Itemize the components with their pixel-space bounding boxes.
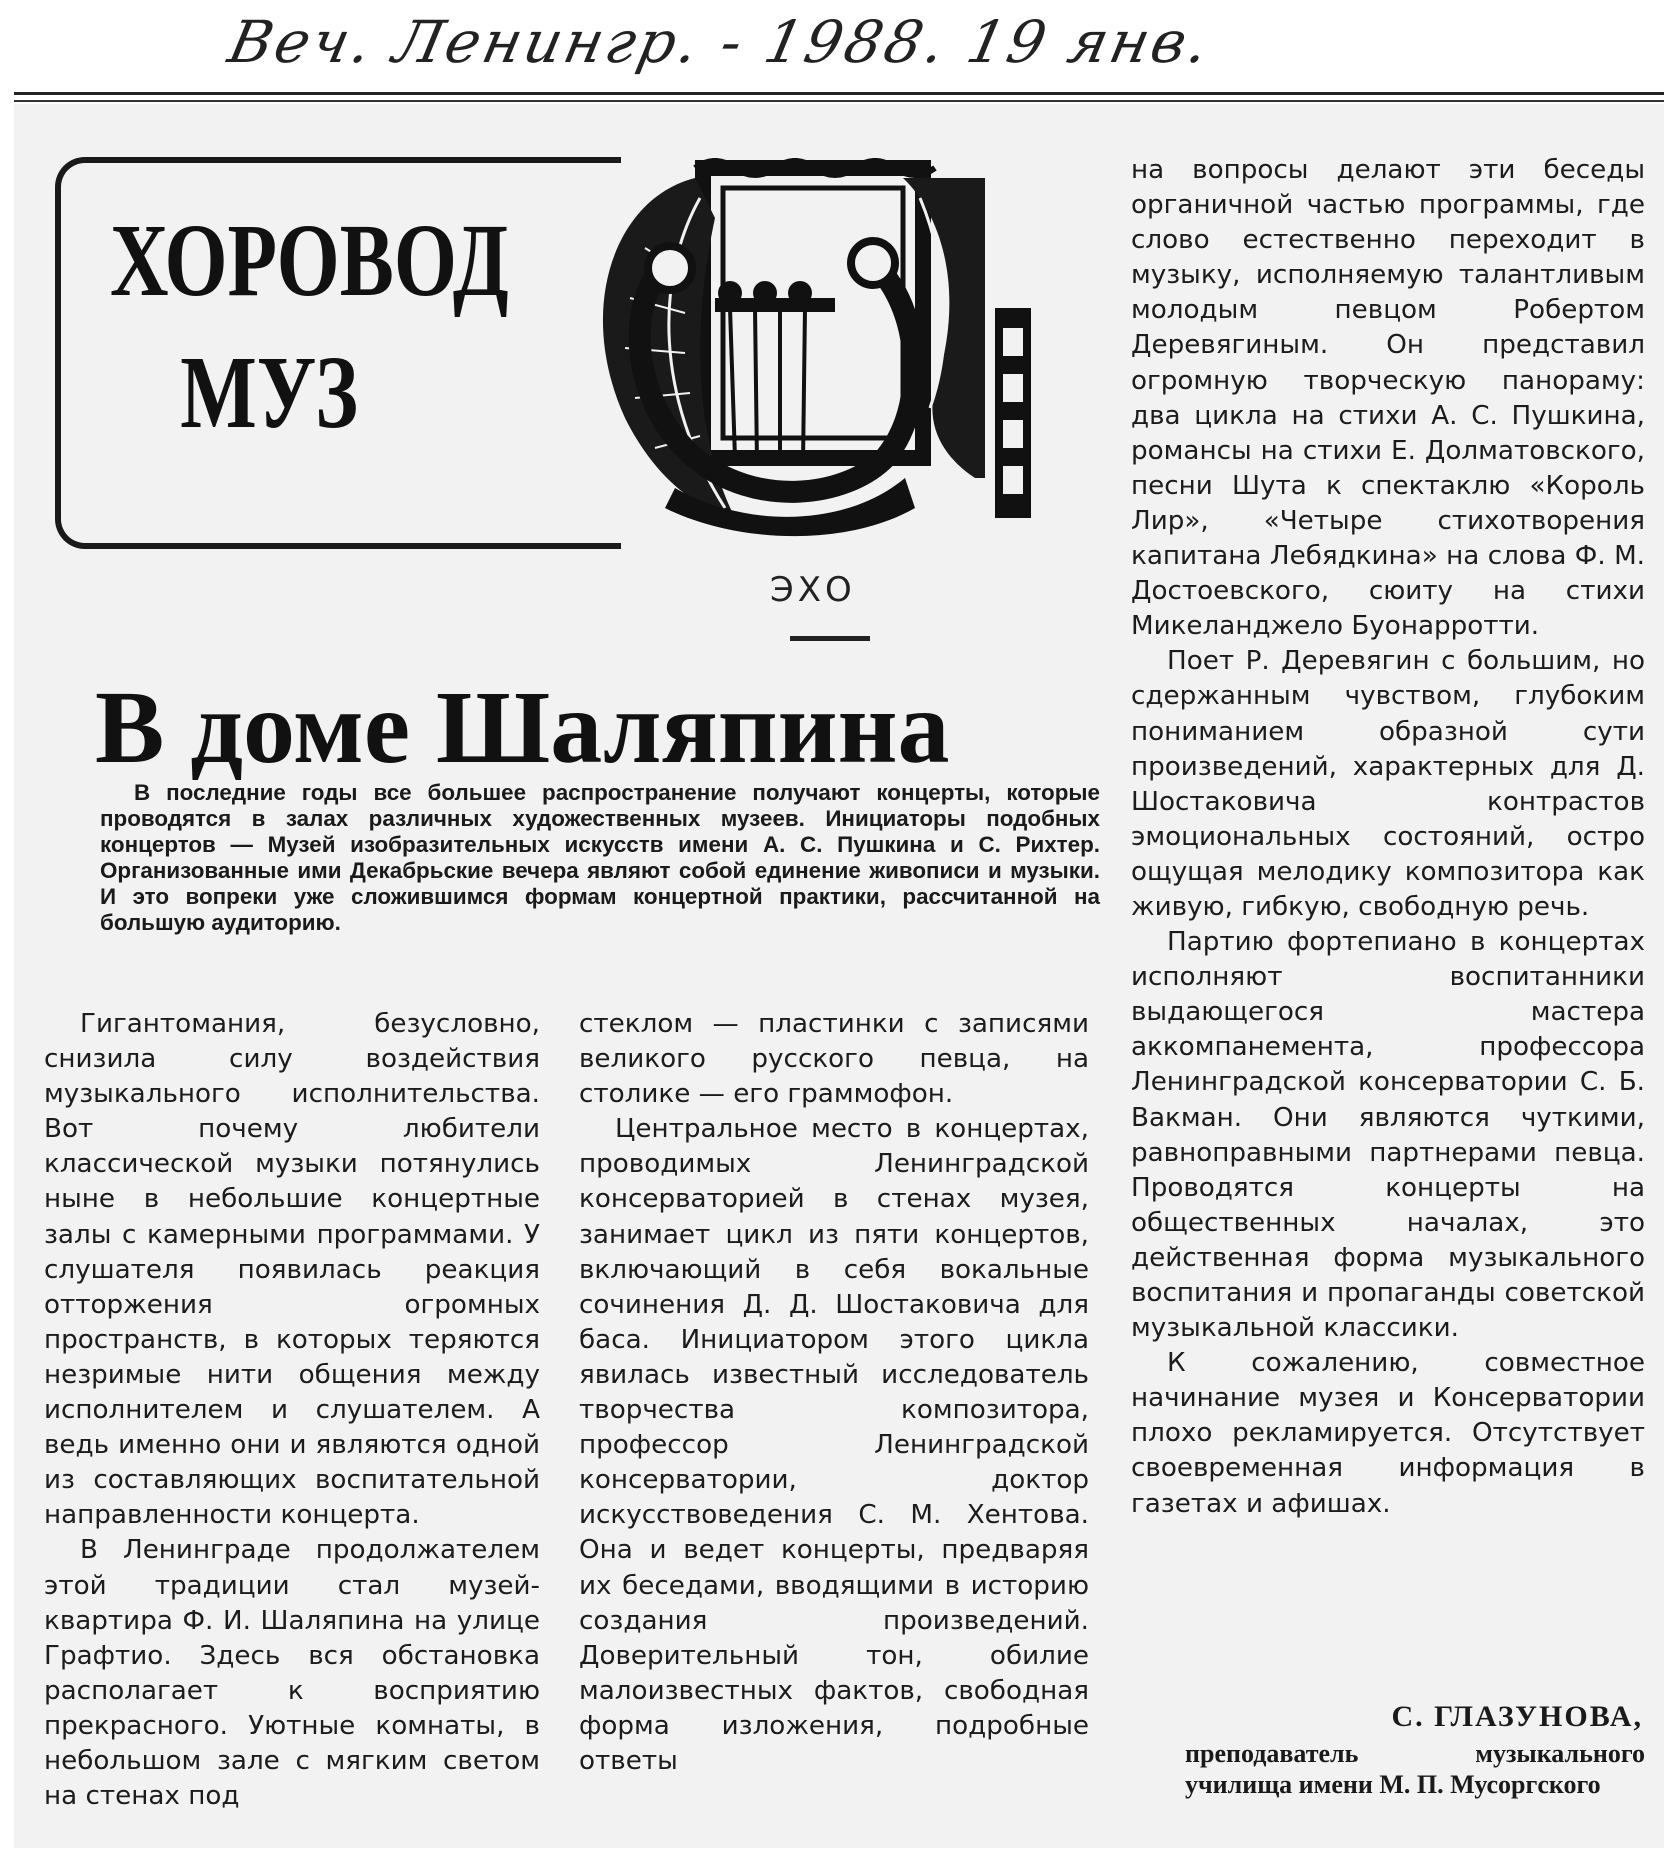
article-column-3 [1131,153,1645,1522]
author-name: С. ГЛАЗУНОВА, [1391,1700,1643,1733]
rubric-label: ЭХО [770,570,856,610]
paragraph: К сожалению, совместное начинание музея и Консерватории плохо рекламируется. Отсутствует своевременная информация в газетах и афишах. [1131,1348,1645,1519]
paragraph: Партию фортепиано в концертах исполняют воспитанники выдающегося мастера аккомпанемента, профессора Ленинградской консерватории С. Б. Вакман. Они являются чуткими, равноправными партнерами певца. Проводятся концерты на общественных началах, это действенная форма музыкального воспитания и пропаганды советской музыкальной классики. [1131,927,1645,1344]
article-column-1 [44,1007,540,1814]
rubric-title [110,195,509,459]
paragraph-continuation: на вопросы делают эти беседы органичной частью программы, где слово естественно переходит в музыку, исполняемую талантливым молодым певцом Робертом Деревягиным. Он представил огромную творческую панораму: два цикла на стихи А. С. Пушкина, романсы на стихи Е. Долматовского, песни Шута к спектаклю «Король Лир», «Четыре стихотворения капитана Лебядкина» на слова Ф. М. Достоевского, сюиту на стихи Микеланджело Буонарротти. [1131,155,1645,642]
rubric-title-line1: ХОРОВОД [110,203,509,318]
lyre-feather-frame-curtain-icon [585,158,1065,538]
author-signature [1185,1700,1645,1800]
article-lead [100,780,1100,936]
top-rule [14,92,1664,95]
rubric-title-line2: МУЗ [180,335,359,450]
paragraph: Центральное место в концертах, проводимых Ленинградской консерваторией в стенах музея, занимает цикл из пяти концертов, включающий в себя вокальные сочинения Д. Д. Шостаковича для баса. Инициатором этого цикла явилась известный исследователь творчества композитора, профессор Ленинградской консерватории, доктор искусствоведения С. М. Хентова. Она и ведет концерты, предваряя их беседами, вводящими в историю создания произведений. Доверительный тон, обилие малоизвестных фактов, свободная форма изложения, подробные ответы [579,1114,1089,1776]
paragraph-continuation: стеклом — пластинки с записями великого русского певца, на столике — его граммофон. [579,1009,1089,1110]
paragraph: В Ленинграде продолжателем этой традиции стал музей-квартира Ф. И. Шаляпина на улице Графтио. Здесь вся обстановка располагает к восприятию прекрасного. Уютные комнаты, в небольшом зале с мягким светом на стенах под [44,1535,540,1812]
lead-paragraph: В последние годы все большее распространение получают концерты, которые проводятся в залах различных художественных музеев. Инициаторы подобных концертов — Музей изобразительных искусств имени А. С. Пушкина и С. Рихтер. Организованные ими Декабрьские вечера являют собой единение живописи и музыки. И это вопреки уже сложившимся формам концертной практики, рассчитанной на большую аудиторию. [100,780,1100,935]
top-rule-secondary [14,100,1664,102]
author-role: преподаватель музыкального училища имени М. П. Мусоргского [1185,1739,1645,1799]
handwritten-date-note: Веч. Ленингр. - 1988. 19 янв. [222,8,1218,76]
rubric-label-underline [790,636,870,641]
article-headline: В доме Шаляпина [95,670,950,785]
paragraph: Гигантомания, безусловно, снизила силу воздействия музыкального исполнительства. Вот почему любители классической музыки потянулись ныне в небольшие концертные залы с камерными программами. У слушателя появилась реакция отторжения огромных пространств, в которых теряются незримые нити общения между исполнителем и слушателем. А ведь именно они и являются одной из составляющих воспитательной направленности концерта. [44,1009,540,1531]
article-column-2 [579,1007,1089,1779]
paragraph: Поет Р. Деревягин с большим, но сдержанным чувством, глубоким пониманием образной сути произведений, характерных для Д. Шостаковича контрастов эмоциональных состояний, остро ощущая мелодику композитора как живую, гибкую, свободную речь. [1131,646,1645,922]
